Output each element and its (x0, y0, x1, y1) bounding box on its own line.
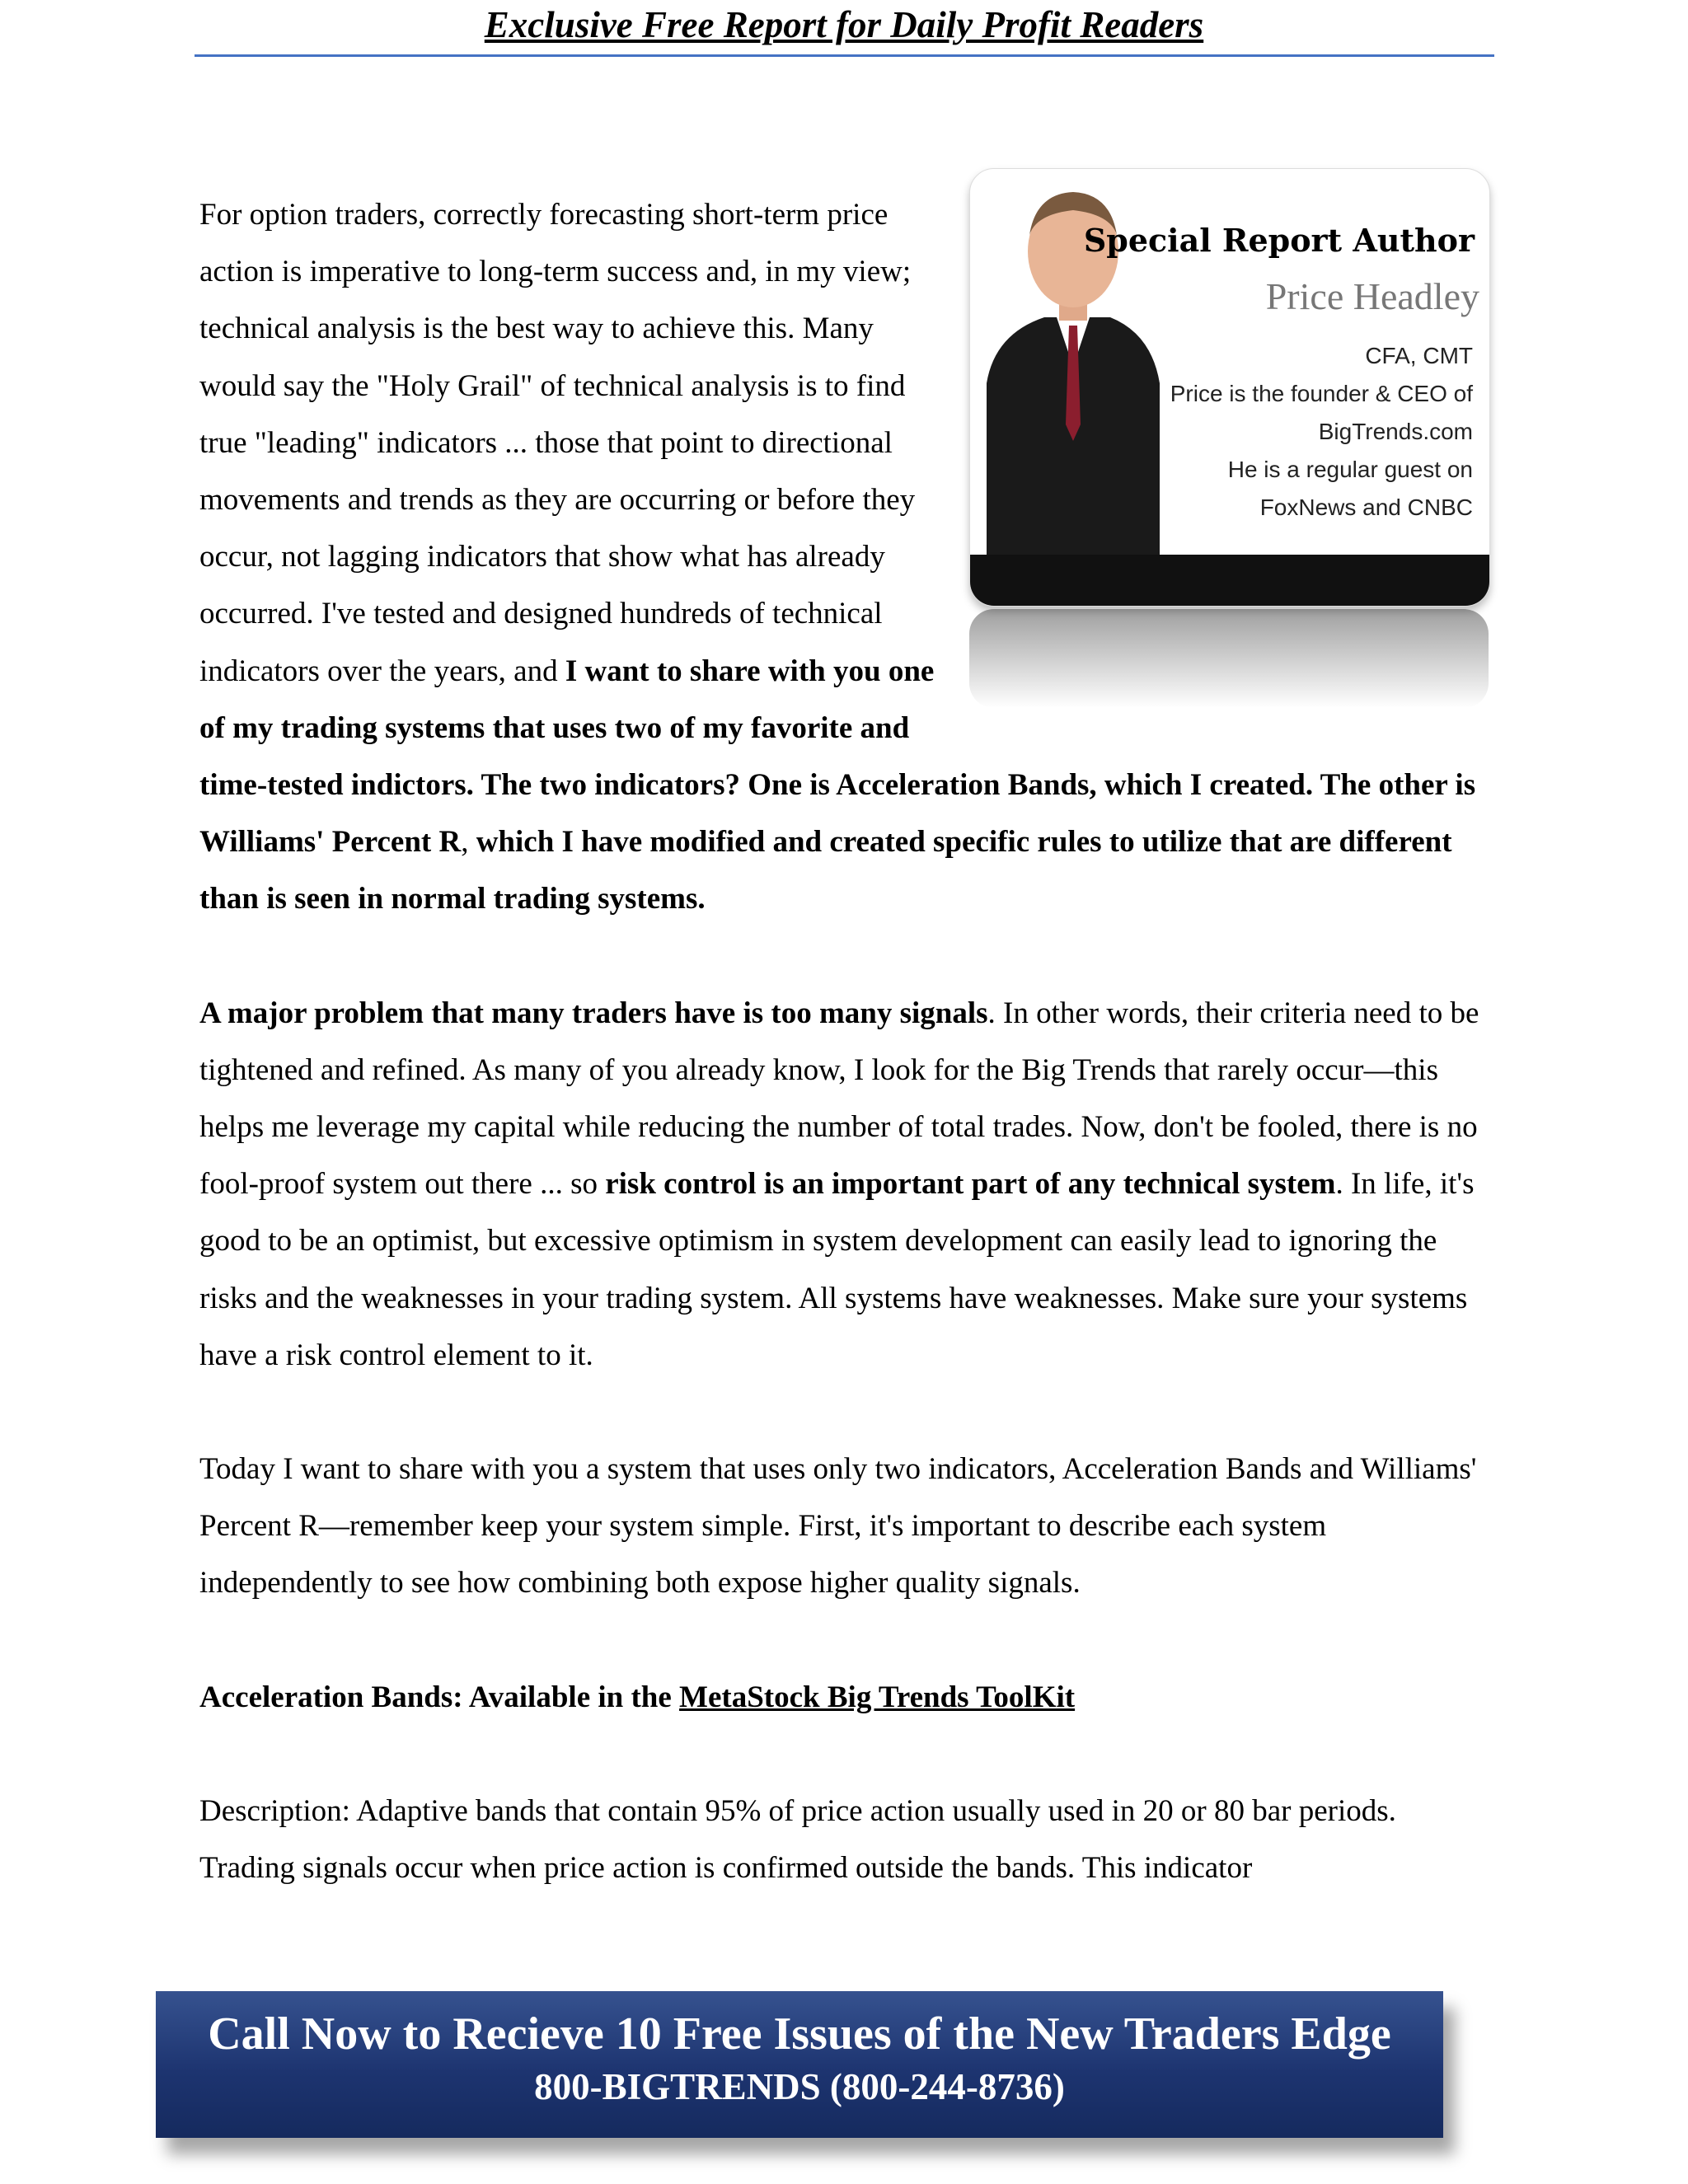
intro-text: For option traders, correctly forecasting short-term price action is imperative to long-term success and, in my view; technical analysis is the best way to achieve this. Many would say the "Holy Grail" of technical analysis is to find true "leading" indicators ... those that point to directional movements and trends as they are occurring or before they occur, not lagging indicators that show what has already occurred. I've tested and designed hundreds of technical indicators over the years, and (199, 198, 916, 688)
intro-emphasis: which I have modified and created specific rules to utilize that are different than is seen in normal trading systems. (199, 825, 1452, 916)
card-heading: Special Report Author (1083, 222, 1475, 259)
signals-emphasis: A major problem that many traders have is too many signals (199, 996, 988, 1030)
author-bio-line: Price is the founder & CEO of (1170, 381, 1473, 406)
author-bio-line: BigTrends.com (1318, 419, 1473, 444)
author-bio-line: FoxNews and CNBC (1259, 494, 1473, 520)
section-heading (199, 1669, 1485, 1726)
intro-emphasis: I want to share with you one of my trading systems that uses two of my favorite and time-tested indictors. The two indicators? One is Acceleration Bands, which I created. The other is Williams' Percent R (199, 654, 1476, 860)
author-card-panel (969, 168, 1490, 607)
author-credentials: CFA, CMT (1365, 343, 1473, 368)
signals-emphasis: risk control is an important part of any technical system (605, 1167, 1336, 1202)
description-paragraph: Description: Adaptive bands that contain 95% of price action usually used in 20 or 80 bar periods. Trading signals occur when price action is confirmed outside the bands. This indicator (199, 1793, 1396, 1886)
card-reflection (969, 609, 1489, 708)
author-card (969, 168, 1498, 727)
author-name: Price Headley (1265, 275, 1479, 317)
report-title: Exclusive Free Report for Daily Profit Readers (484, 4, 1204, 45)
card-footer-bar (970, 555, 1489, 606)
intro-text: , (461, 825, 476, 860)
signals-text: . In other words, their criteria need to be tightened and refined. As many of you already know, I look for the Big Trends that rarely occur—this helps me leverage my capital while reducing the number of total trades. Now, don't be fooled, there is no fool-proof system out there ... so (199, 996, 1479, 1202)
signals-paragraph (199, 985, 1485, 1384)
system-paragraph: Today I want to share with you a system that uses only two indicators, Acceleration Bands and Williams' Percent R—remember keep your system simple. First, it's important to describe each system independently to see how combining both expose higher quality signals. (199, 1452, 1477, 1601)
signals-text: . In life, it's good to be an optimist, but excessive optimism in system development can easily lead to ignoring the risks and the weaknesses in your trading system. All systems have weaknesses. Make sure your systems have a risk control element to it. (199, 1167, 1475, 1372)
section-heading-text: Acceleration Bands: Available in the (199, 1680, 680, 1714)
header-divider (195, 54, 1494, 57)
author-bio-line: He is a regular guest on (1227, 457, 1473, 482)
banner-headline: Call Now to Recieve 10 Free Issues of the New Traders Edge (208, 2008, 1391, 2060)
toolkit-link[interactable]: MetaStock Big Trends ToolKit (679, 1680, 1076, 1714)
report-body (199, 186, 1485, 1953)
banner-phone: 800-BIGTRENDS (800-244-8736) (534, 2066, 1065, 2107)
call-to-action-banner[interactable] (156, 1991, 1443, 2138)
